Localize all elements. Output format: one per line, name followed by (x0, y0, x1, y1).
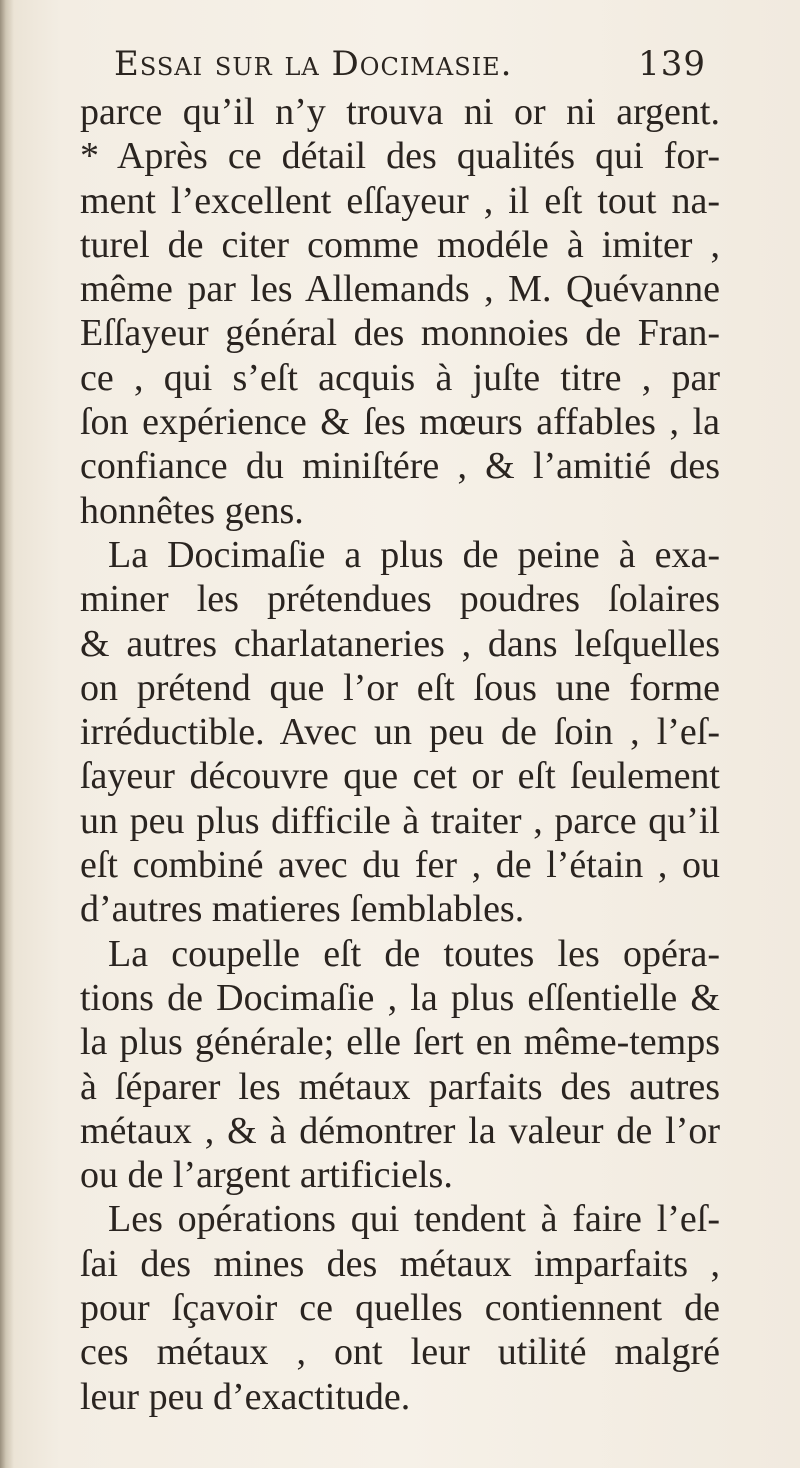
text-line: parce qu’il n’y trouva ni or ni argent. (80, 91, 720, 133)
text-line: à ſéparer les métaux parfaits des autres (80, 1065, 720, 1108)
text-line: ment l’excellent eſſayeur , il eſt tout na- (80, 179, 720, 222)
text-line: métaux , & à démontrer la valeur de l’or (80, 1109, 720, 1152)
text-line: eſt combiné avec du fer , de l’étain , ou (80, 844, 720, 887)
text-line: irréductible. Avec un peu de ſoin , l’eſ- (80, 711, 720, 754)
text-line: honnêtes gens. (80, 489, 304, 532)
text-line: Les opérations qui tendent à faire l’eſ- (108, 1198, 720, 1241)
page-number: 139 (638, 44, 706, 84)
text-line: La Docimaſie a plus de peine à exa- (108, 533, 720, 576)
text-line: ce , qui s’eſt acquis à juſte titre , par (80, 356, 720, 399)
text-line: turel de citer comme modéle à imiter , (80, 223, 720, 266)
page-header (114, 44, 706, 94)
text-line: un peu plus difficile à traiter , parce qu’il (80, 799, 720, 842)
text-line: miner les prétendues poudres ſolaires (80, 578, 720, 621)
text-line: ces métaux , ont leur utilité malgré (80, 1331, 720, 1374)
body-text (80, 90, 720, 1419)
text-line: confiance du miniſtére , & l’amitié des (80, 445, 720, 488)
text-line: tions de Docimaſie , la plus eſſentielle & (80, 976, 720, 1019)
text-line: Eſſayeur général des monnoies de Fran- (80, 312, 720, 355)
text-line: ſon expérience & ſes mœurs affables , la (80, 401, 720, 444)
text-line: & autres charlataneries , dans leſquelles (80, 622, 720, 665)
text-line: on prétend que l’or eſt ſous une forme (80, 666, 720, 709)
running-title: Essai sur la Docimasie. (114, 44, 513, 84)
text-line: leur peu d’exactitude. (80, 1375, 411, 1418)
text-line: d’autres matieres ſemblables. (80, 888, 525, 931)
text-line: * Après ce détail des qualités qui for- (80, 135, 720, 178)
text-line: ſai des mines des métaux imparfaits , (80, 1242, 720, 1285)
text-line: La coupelle eſt de toutes les opéra- (108, 932, 720, 975)
page-gutter-shadow (0, 0, 14, 1468)
text-line: pour ſçavoir ce quelles contiennent de (80, 1287, 720, 1330)
text-line: ou de l’argent artificiels. (80, 1154, 453, 1197)
text-line: même par les Allemands , M. Quévanne (80, 268, 720, 311)
text-line: la plus générale; elle ſert en même-temps (80, 1021, 720, 1064)
text-line: ſayeur découvre que cet or eſt ſeulement (80, 755, 720, 798)
